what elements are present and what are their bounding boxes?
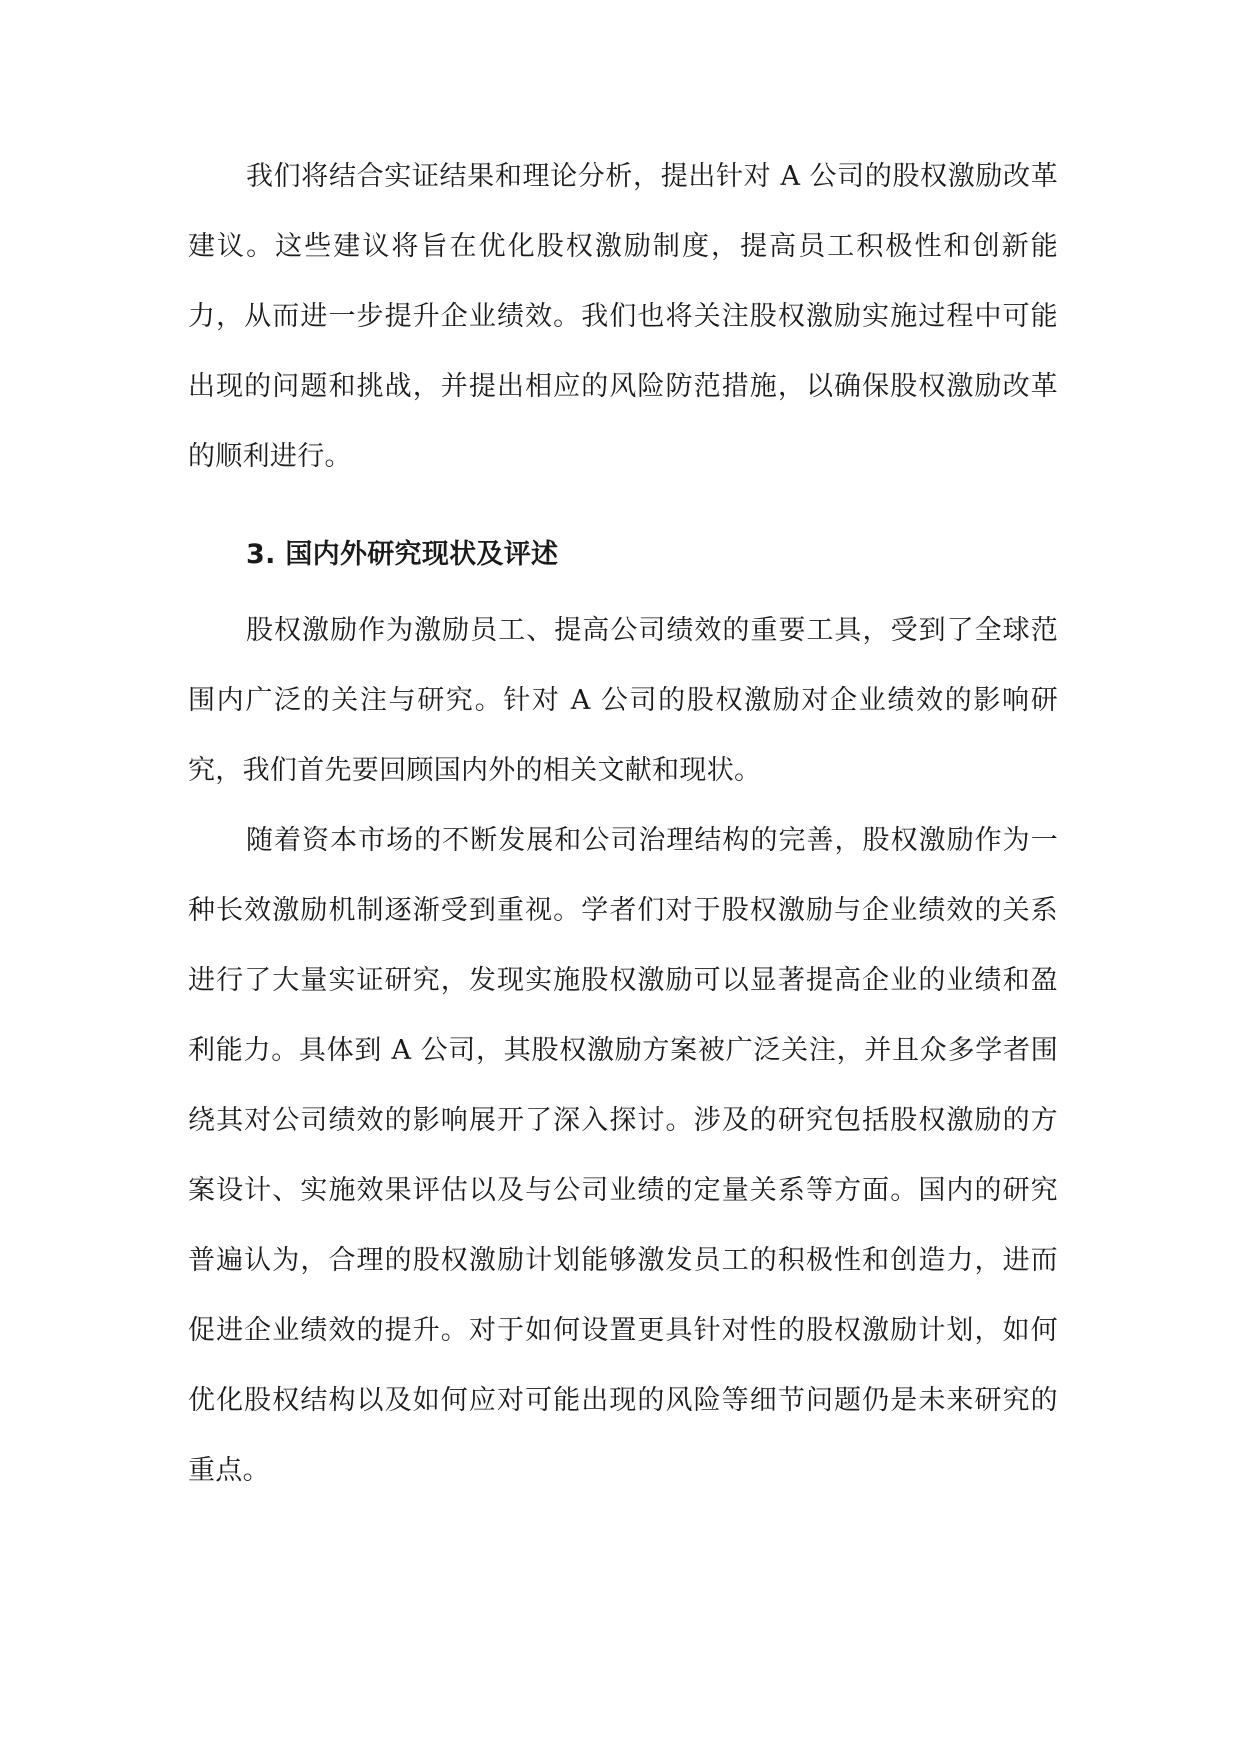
paragraph-research-intro: 股权激励作为激励员工、提高公司绩效的重要工具，受到了全球范围内广泛的关注与研究。针对 A 公司的股权激励对企业绩效的影响研究，我们首先要回顾国内外的相关文献和现状。 [188,615,1058,786]
paragraph-domestic-research: 随着资本市场的不断发展和公司治理结构的完善，股权激励作为一种长效激励机制逐渐受到重视。学者们对于股权激励与企业绩效的关系进行了大量实证研究，发现实施股权激励可以显著提高企业的业绩和盈利能力。具体到 A 公司，其股权激励方案被广泛关注，并且众多学者围绕其对公司绩效的影响展开了深入探讨。涉及的研究包括股权激励的方案设计、实施效果评估以及与公司业绩的定量关系等方面。国内的研究普遍认为，合理的股权激励计划能够激发员工的积极性和创造力，进而促进企业绩效的提升。对于如何设置更具针对性的股权激励计划，如何优化股权结构以及如何应对可能出现的风险等细节问题仍是未来研究的重点。 [188,825,1058,1486]
document-body [188,142,1058,1506]
section-spacer [188,492,1058,516]
section-heading: 3. 国内外研究现状及评述 [246,539,559,570]
paragraph-reform-suggestions: 我们将结合实证结果和理论分析，提出针对 A 公司的股权激励改革建议。这些建议将旨在优化股权激励制度，提高员工积极性和创新能力，从而进一步提升企业绩效。我们也将关注股权激励实施过程中可能出现的问题和挑战，并提出相应的风险防范措施，以确保股权激励改革的顺利进行。 [188,161,1058,472]
